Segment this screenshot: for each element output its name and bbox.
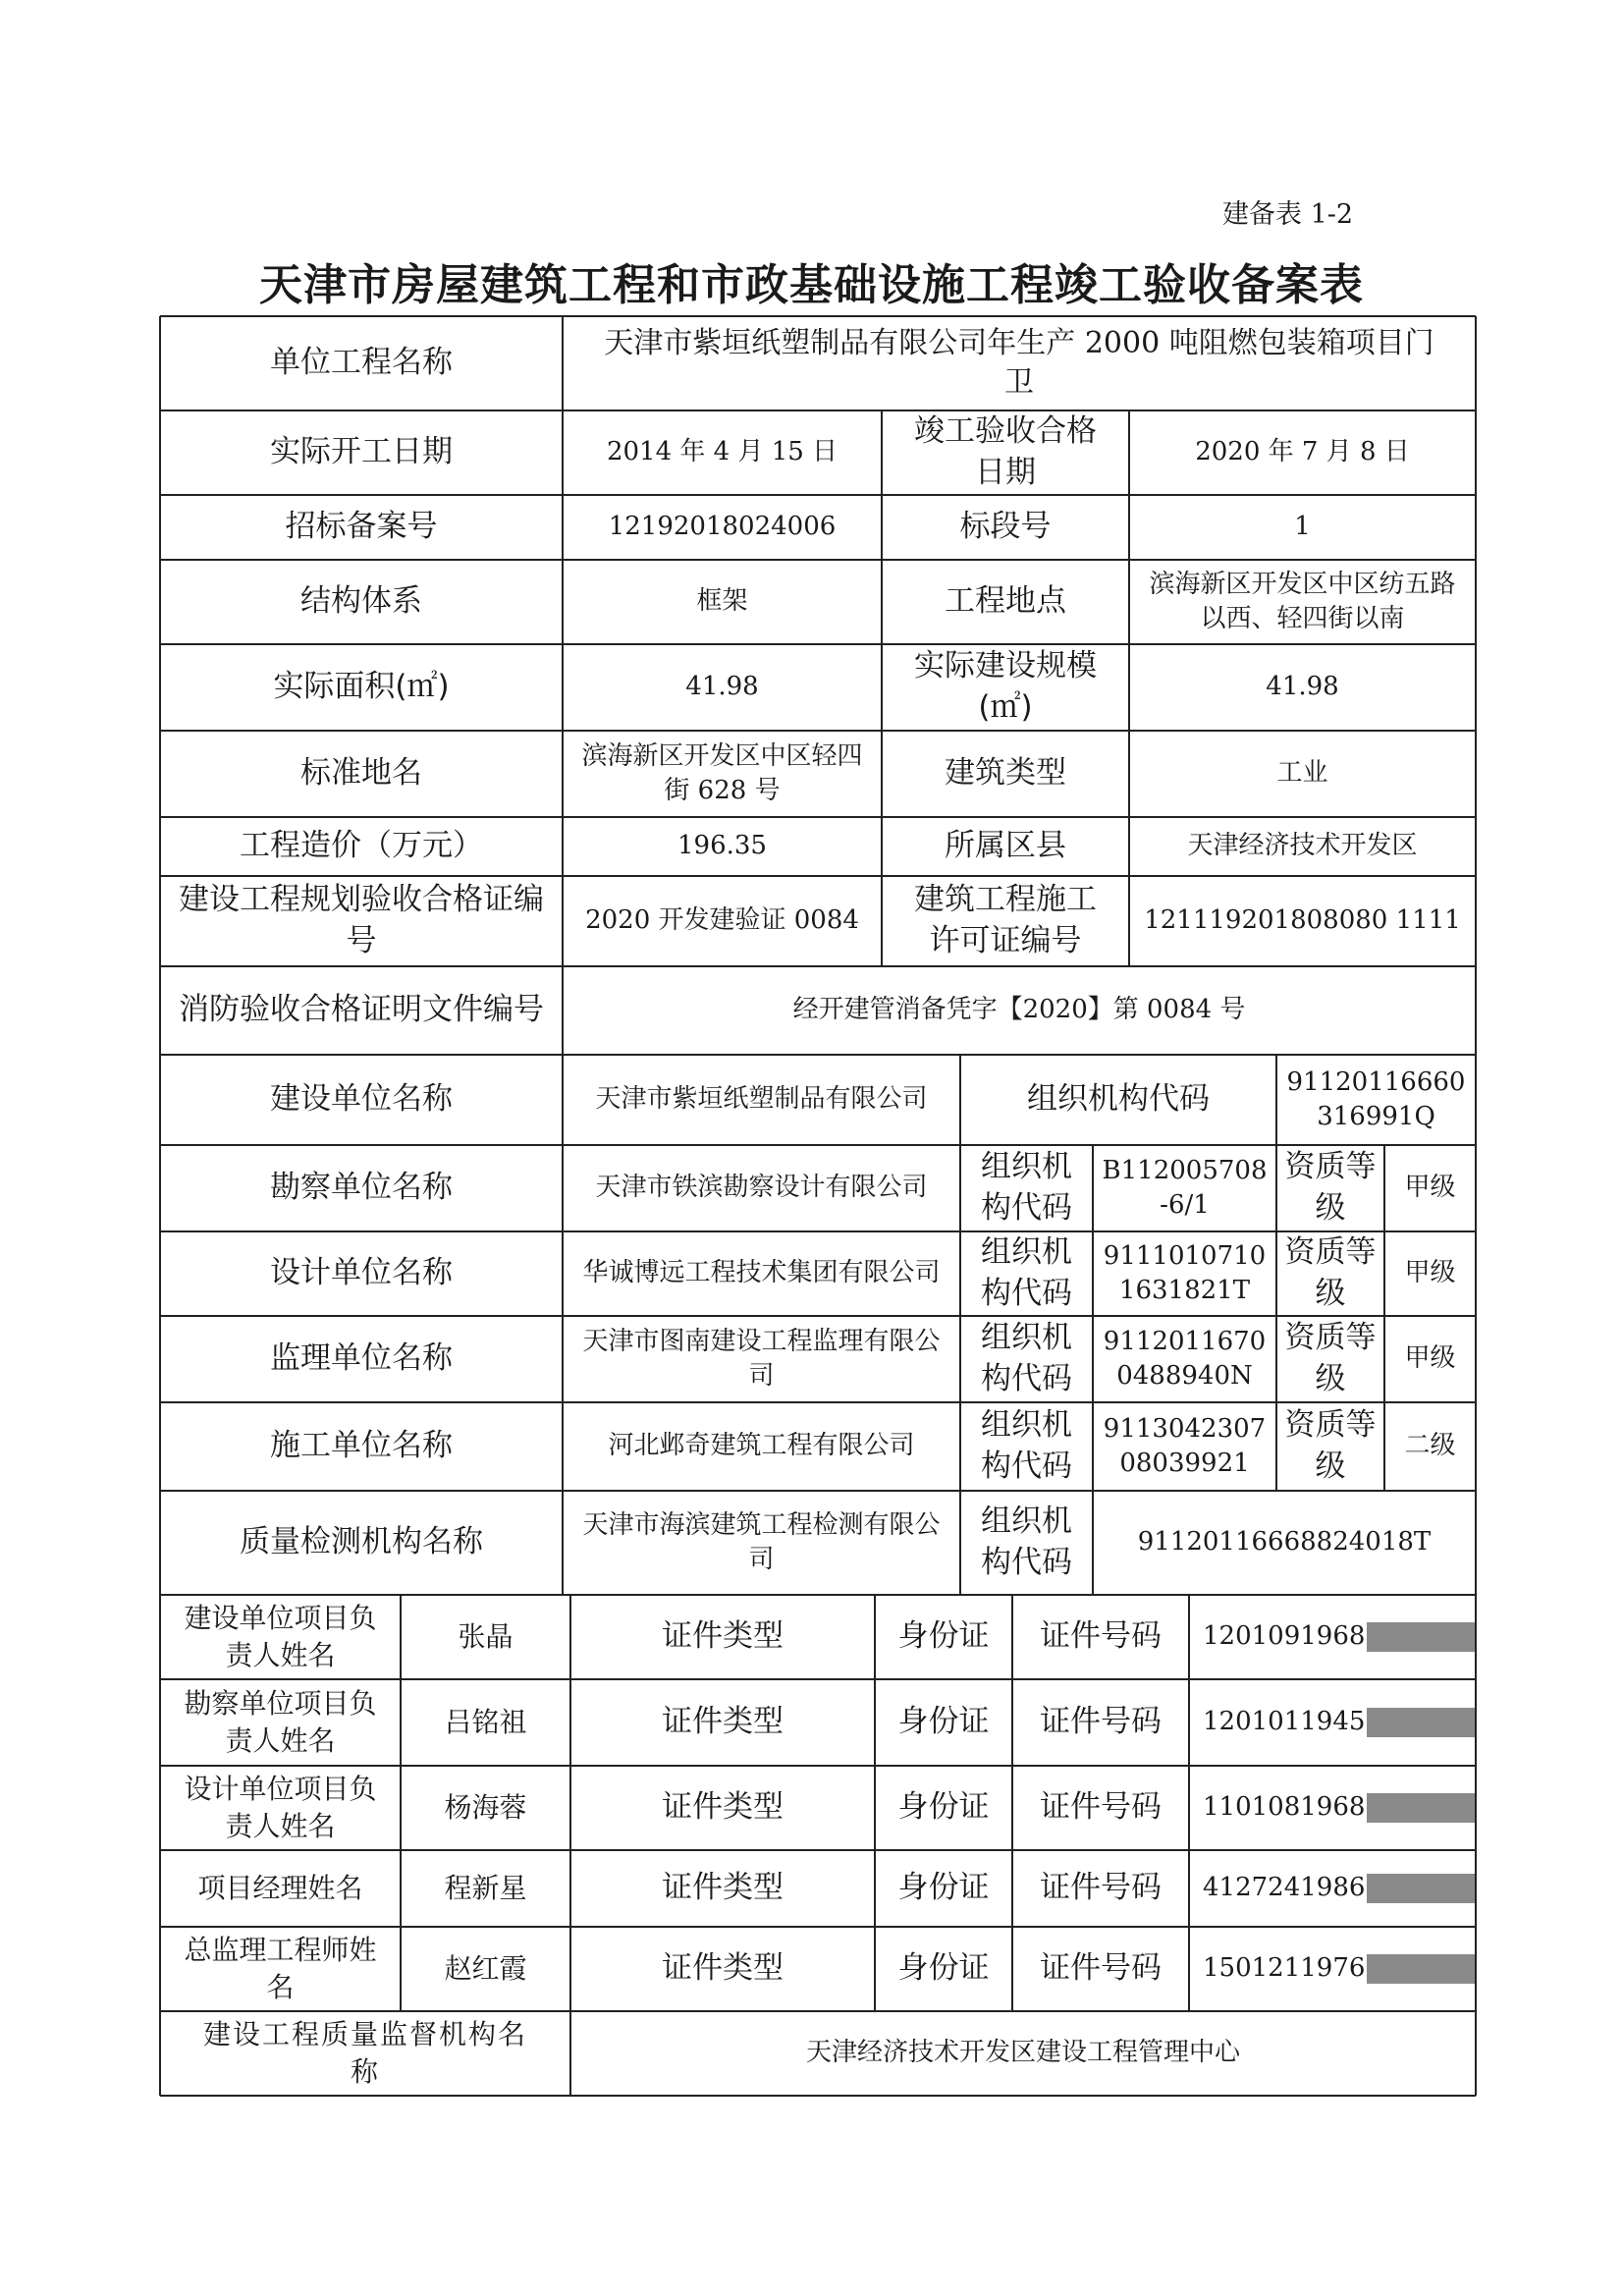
grid-line <box>1011 1595 1013 2011</box>
doc-no-value <box>1189 1850 1476 1927</box>
test-org-code-value: 91120116668824018T <box>1137 1527 1432 1558</box>
grid-line <box>160 315 1476 317</box>
grid-line <box>160 816 1476 818</box>
fire-cert-value: 经开建管消备凭字【2020】第 0084 号 <box>792 995 1246 1025</box>
unit-role-label: 勘察单位名称 <box>270 1170 453 1206</box>
unit-org-code-value: 91110107101631821T <box>1103 1240 1267 1305</box>
unit-qual-label: 资质等级 <box>1284 1320 1377 1396</box>
supervision-label: 建设工程质量监督机构名称 <box>202 2018 527 2088</box>
unit-name-value: 华诚博远工程技术集团有限公司 <box>582 1258 941 1288</box>
doc-type-value: 身份证 <box>897 1870 990 1906</box>
grid-line <box>874 1595 876 2011</box>
doc-type-value: 身份证 <box>897 1704 990 1740</box>
person-role-label: 勘察单位项目负责人姓名 <box>184 1687 377 1757</box>
unit-org-code-label: 组织机构代码 <box>981 1234 1072 1311</box>
grid-line <box>160 643 1476 645</box>
builder-label: 建设单位名称 <box>270 1081 453 1118</box>
unit-qual-label: 资质等级 <box>1284 1234 1377 1311</box>
grid-line <box>1188 1595 1190 2011</box>
unit-qual-value: 甲级 <box>1404 1343 1456 1374</box>
section-no-value: 1 <box>1294 512 1311 542</box>
bid-record-label: 招标备案号 <box>285 509 438 545</box>
doc-type-value: 身份证 <box>897 1789 990 1826</box>
doc-no-text: 1201011945 <box>1203 1707 1366 1737</box>
grid-line <box>160 2010 1476 2012</box>
project-name-value: 天津市紫垣纸塑制品有限公司年生产 2000 吨阻燃包装箱项目门卫 <box>604 325 1434 400</box>
doc-no-value <box>1189 1927 1476 2011</box>
supervision-value: 天津经济技术开发区建设工程管理中心 <box>805 2038 1240 2068</box>
unit-org-code-value: B112005708-6/1 <box>1102 1155 1268 1220</box>
grid-line <box>160 1678 1476 1680</box>
doc-no-text: 1101081968 <box>1203 1792 1366 1823</box>
redaction-block <box>1367 1874 1475 1903</box>
doc-no-text: 1201091968 <box>1203 1621 1366 1652</box>
doc-type-label: 证件类型 <box>662 1870 784 1906</box>
form-number: 建备表 1-2 <box>1222 199 1354 230</box>
bid-record-value: 12192018024006 <box>608 512 837 542</box>
grid-line <box>160 1315 1476 1317</box>
test-org-code-label: 组织机构代码 <box>981 1503 1072 1580</box>
doc-type-label: 证件类型 <box>662 1789 784 1826</box>
builder-org-value: 91120116660316991Q <box>1286 1066 1466 1131</box>
builder-value: 天津市紫垣纸塑制品有限公司 <box>595 1084 928 1115</box>
grid-line <box>160 1230 1476 1232</box>
doc-type-label: 证件类型 <box>662 1704 784 1740</box>
grid-line <box>881 410 883 966</box>
start-date-value: 2014 年 4 月 15 日 <box>606 437 839 467</box>
redaction-block <box>1367 1622 1475 1652</box>
unit-qual-value: 甲级 <box>1404 1258 1456 1288</box>
unit-qual-value: 二级 <box>1404 1431 1456 1461</box>
location-label: 工程地点 <box>945 583 1066 620</box>
doc-no-text: 4127241986 <box>1203 1873 1366 1903</box>
area-label: 实际面积(㎡) <box>273 669 450 705</box>
permit-value: 121119201808080 1111 <box>1144 905 1461 936</box>
fire-cert-label: 消防验收合格证明文件编号 <box>179 992 544 1028</box>
grid-line <box>569 1595 571 2096</box>
redaction-block <box>1367 1954 1475 1984</box>
person-name-value: 赵红霞 <box>444 1952 527 1986</box>
plan-cert-value: 2020 开发建验证 0084 <box>585 905 859 936</box>
grid-line <box>160 1490 1476 1492</box>
unit-role-label: 监理单位名称 <box>270 1340 453 1377</box>
unit-name-value: 天津市铁滨勘察设计有限公司 <box>595 1173 928 1203</box>
person-name-value: 杨海蓉 <box>444 1791 527 1825</box>
doc-type-value: 身份证 <box>897 1950 990 1987</box>
grid-line <box>160 1849 1476 1851</box>
grid-line <box>160 1594 1476 1596</box>
project-name-label: 单位工程名称 <box>270 345 453 381</box>
doc-no-label: 证件号码 <box>1040 1870 1162 1906</box>
cost-value: 196.35 <box>677 831 767 861</box>
section-no-label: 标段号 <box>959 509 1052 545</box>
doc-no-value <box>1189 1679 1476 1766</box>
grid-line <box>160 559 1476 561</box>
structure-label: 结构体系 <box>300 583 422 620</box>
grid-line <box>562 316 564 1595</box>
unit-qual-label: 资质等级 <box>1284 1407 1377 1484</box>
grid-line <box>400 1595 402 2011</box>
grid-line <box>1092 1145 1094 1595</box>
unit-name-value: 河北邺奇建筑工程有限公司 <box>608 1431 915 1461</box>
unit-org-code-label: 组织机构代码 <box>981 1149 1072 1226</box>
person-name-value: 吕铭祖 <box>444 1706 527 1739</box>
address-value: 滨海新区开发区中区轻四街 628 号 <box>581 740 863 805</box>
district-label: 所属区县 <box>945 828 1066 864</box>
structure-value: 框架 <box>696 586 748 617</box>
builder-org-label: 组织机构代码 <box>1027 1081 1210 1118</box>
person-role-label: 建设单位项目负责人姓名 <box>184 1602 377 1671</box>
doc-no-label: 证件号码 <box>1040 1704 1162 1740</box>
unit-qual-value: 甲级 <box>1404 1173 1456 1203</box>
plan-cert-label: 建设工程规划验收合格证编号 <box>179 882 544 958</box>
doc-no-label: 证件号码 <box>1040 1618 1162 1655</box>
grid-line <box>160 1401 1476 1403</box>
acceptance-date-value: 2020 年 7 月 8 日 <box>1195 437 1410 467</box>
unit-qual-label: 资质等级 <box>1284 1149 1377 1226</box>
grid-line <box>160 1926 1476 1928</box>
doc-no-value <box>1189 1766 1476 1850</box>
doc-type-value: 身份证 <box>897 1618 990 1655</box>
unit-role-label: 设计单位名称 <box>270 1255 453 1291</box>
grid-line <box>959 1055 961 1595</box>
unit-org-code-value: 911304230708039921 <box>1103 1413 1267 1478</box>
permit-label: 建筑工程施工许可证编号 <box>914 882 1097 958</box>
grid-line <box>1275 1055 1277 1491</box>
cost-label: 工程造价（万元） <box>240 828 483 864</box>
scale-value: 41.98 <box>1266 672 1339 702</box>
redaction-block <box>1367 1793 1475 1823</box>
building-type-value: 工业 <box>1276 758 1328 789</box>
unit-org-code-value: 91120116700488940N <box>1103 1326 1267 1391</box>
doc-type-label: 证件类型 <box>662 1618 784 1655</box>
area-value: 41.98 <box>685 672 759 702</box>
person-role-label: 设计单位项目负责人姓名 <box>184 1773 377 1842</box>
grid-line <box>160 875 1476 877</box>
start-date-label: 实际开工日期 <box>270 434 453 470</box>
doc-type-label: 证件类型 <box>662 1950 784 1987</box>
grid-line <box>160 1144 1476 1146</box>
unit-org-code-label: 组织机构代码 <box>981 1320 1072 1396</box>
acceptance-date-label: 竣工验收合格日期 <box>914 413 1097 490</box>
unit-org-code-label: 组织机构代码 <box>981 1407 1072 1484</box>
page-title: 天津市房屋建筑工程和市政基础设施工程竣工验收备案表 <box>259 260 1364 310</box>
district-value: 天津经济技术开发区 <box>1187 831 1418 861</box>
unit-name-value: 天津市图南建设工程监理有限公司 <box>582 1326 941 1391</box>
person-name-value: 张晶 <box>458 1620 514 1654</box>
building-type-label: 建筑类型 <box>945 755 1066 792</box>
doc-no-text: 1501211976 <box>1203 1953 1366 1984</box>
person-role-label: 总监理工程师姓名 <box>184 1934 377 2003</box>
grid-line <box>1383 1145 1385 1491</box>
grid-line <box>160 494 1476 496</box>
redaction-block <box>1367 1708 1475 1737</box>
grid-line <box>160 730 1476 732</box>
scale-label: 实际建设规模(㎡) <box>914 648 1097 725</box>
location-value: 滨海新区开发区中区纺五路以西、轻四街以南 <box>1149 569 1456 633</box>
grid-line <box>160 2095 1476 2097</box>
doc-no-label: 证件号码 <box>1040 1950 1162 1987</box>
grid-line <box>160 965 1476 967</box>
address-label: 标准地名 <box>300 755 422 792</box>
grid-line <box>160 410 1476 411</box>
test-org-label: 质量检测机构名称 <box>240 1524 483 1560</box>
doc-no-value <box>1189 1595 1476 1679</box>
test-org-value: 天津市海滨建筑工程检测有限公司 <box>582 1509 941 1574</box>
grid-line <box>1128 410 1130 966</box>
grid-line <box>160 1054 1476 1056</box>
grid-line <box>1475 316 1477 2096</box>
person-name-value: 程新星 <box>444 1872 527 1905</box>
grid-line <box>160 1765 1476 1767</box>
person-role-label: 项目经理姓名 <box>197 1872 363 1905</box>
unit-role-label: 施工单位名称 <box>270 1428 453 1464</box>
grid-line <box>159 316 161 2096</box>
doc-no-label: 证件号码 <box>1040 1789 1162 1826</box>
